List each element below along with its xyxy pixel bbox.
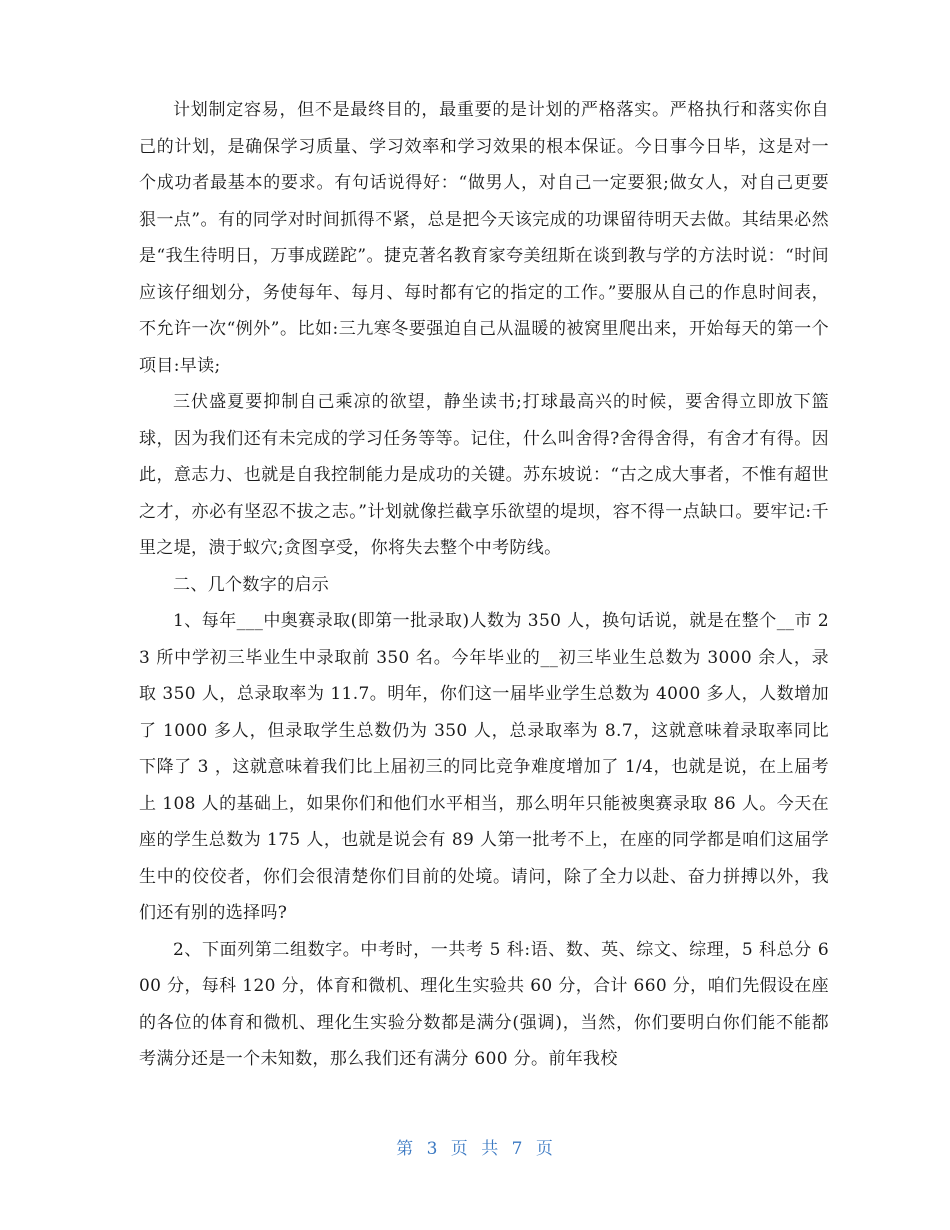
paragraph-admission-numbers: 1、每年___中奥赛录取(即第一批录取)人数为 350 人，换句话说，就是在整个__市 23 所中学初三毕业生中录取前 350 名。今年毕业的__初三毕业生总数为 3000 余人，录取 350 人，总录取率为 11.7。明年，你们这一届毕业学生总数为 4000 多人，人数增加了 1000 多人，但录取学生总数仍为 350 人，总录取率为 8.7，这就意味着录取率同比下降了 3 ，这就意味着我们比上届初三的同比竞争难度增加了 1/4，也就是说，在上届考上 108 人的基础上，如果你们和他们水平相当，那么明年只能被奥赛录取 86 人。今天在座的学生总数为 175 人，也就是说会有 89 人第一批考不上，在座的同学都是咱们这届学生中的佼佼者，你们会很清楚你们目前的处境。请问，除了全力以赴、奋力拼搏以外，我们还有别的选择吗? [139,611,829,923]
paragraph-self-control: 三伏盛夏要抑制自己乘凉的欲望，静坐读书;打球最高兴的时候，要舍得立即放下篮球，因为我们还有未完成的学习任务等等。记住，什么叫舍得?舍得舍得，有舍才有得。因此，意志力、也就是自我控制能力是成功的关键。苏东坡说：“古之成大事者，不惟有超世之才，亦必有坚忍不拔之志。”计划就像拦截享乐欲望的堤坝，容不得一点缺口。要牢记:千里之堤，溃于蚁穴;贪图享受，你将失去整个中考防线。 [139,392,829,558]
paragraph-exam-scores: 2、下面列第二组数字。中考时，一共考 5 科:语、数、英、综文、综理，5 科总分 600 分，每科 120 分，体育和微机、理化生实验共 60 分，合计 660 分，咱们先假设在座的各位的体育和微机、理化生实验分数都是满分(强调)，当然，你们要明白你们能不能都考满分还是一个未知数，那么我们还有满分 600 分。前年我校 [139,939,829,1069]
page-indicator: 第 3 页 共 7 页 [396,1139,554,1159]
document-body [139,92,829,1078]
paragraph-plan-execution: 计划制定容易，但不是最终目的，最重要的是计划的严格落实。严格执行和落实你自己的计划，是确保学习质量、学习效率和学习效果的根本保证。今日事今日毕，这是对一个成功者最基本的要求。有句话说得好：“做男人，对自己一定要狠;做女人，对自己更要狠一点”。有的同学对时间抓得不紧，总是把今天该完成的功课留待明天去做。其结果必然是“我生待明日，万事成蹉跎”。捷克著名教育家夸美纽斯在谈到教与学的方法时说：“时间应该仔细划分，务使每年、每月、每时都有它的指定的工作。”要服从自己的作息时间表，不允许一次“例外”。比如:三九寒冬要强迫自己从温暖的被窝里爬出来，开始每天的第一个项目:早读; [139,100,829,376]
section-heading-numbers: 二、几个数字的启示 [173,574,330,595]
